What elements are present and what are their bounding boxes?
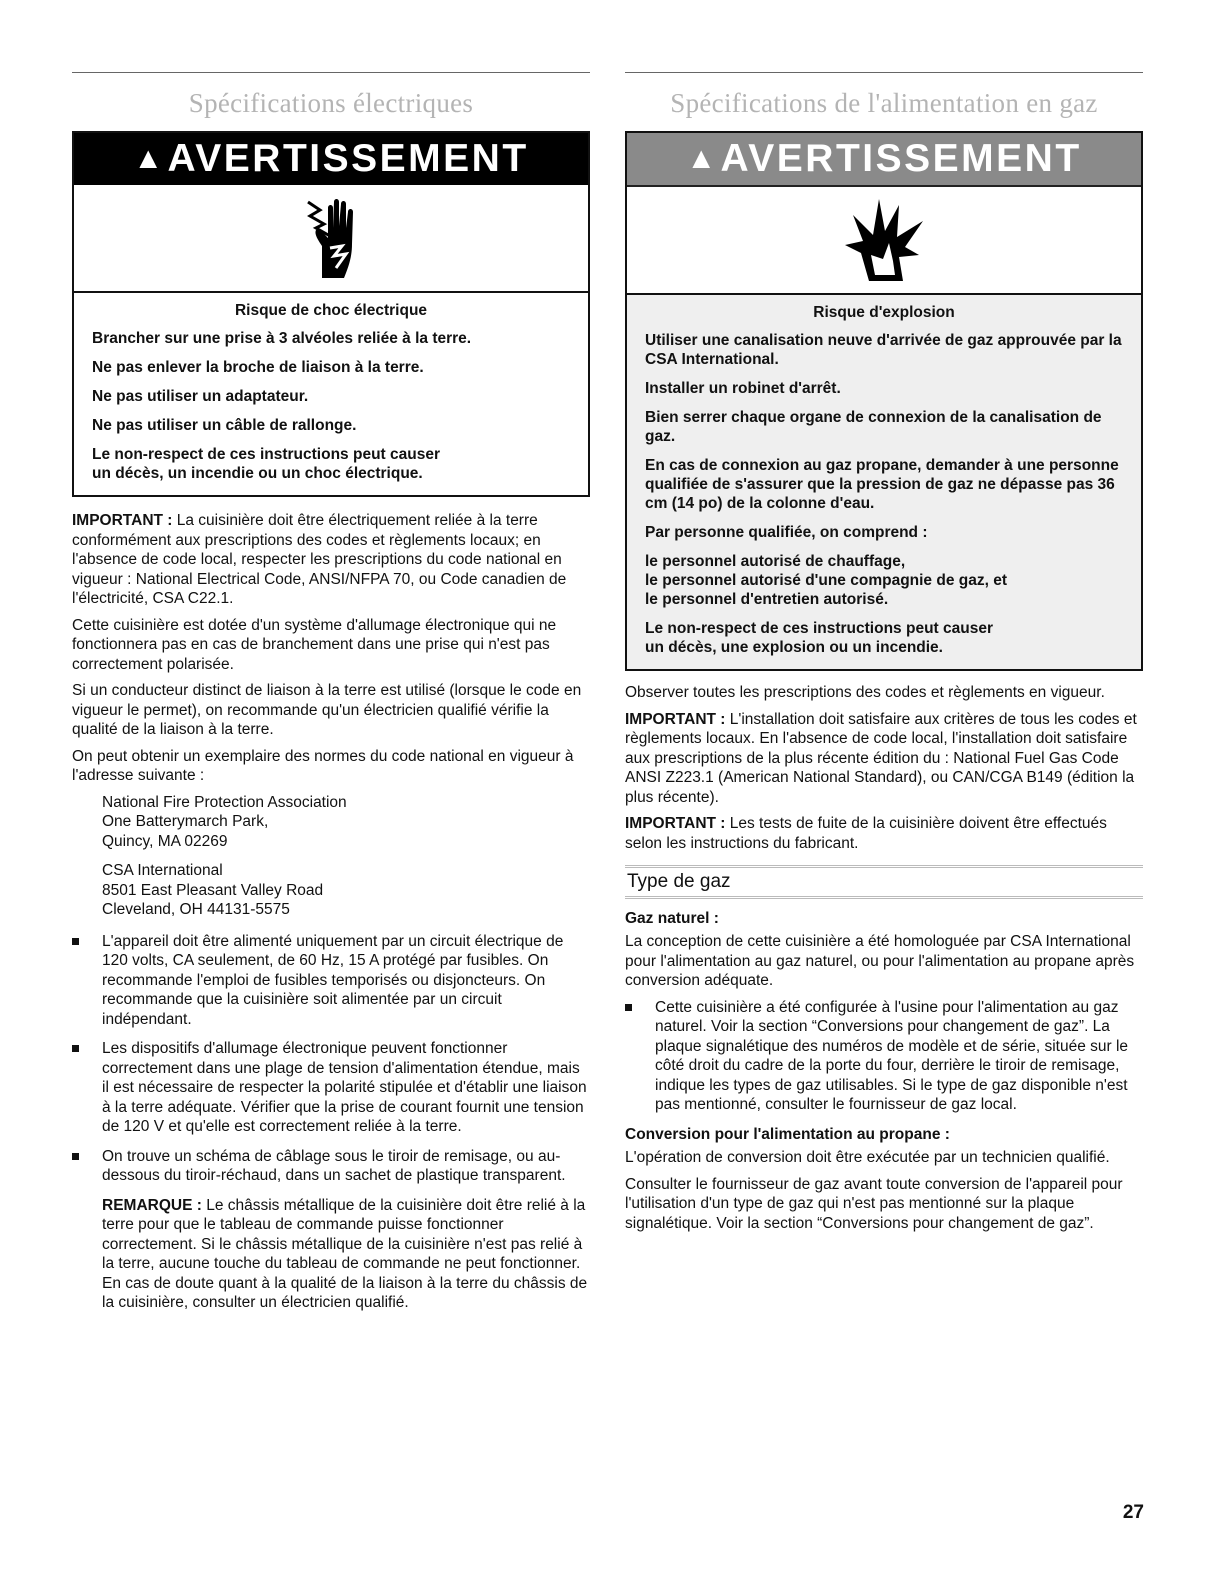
warning-header: ▲AVERTISSEMENT: [74, 133, 588, 185]
propane-heading: Conversion pour l'alimentation au propane :: [625, 1125, 950, 1143]
warning-line: le personnel autorisé de chauffage, le personnel autorisé d'une compagnie de gaz, et le personnel d'entretien autorisé.: [645, 553, 1007, 608]
electric-shock-hand-icon: [74, 185, 588, 293]
warning-line: Ne pas utiliser un câble de rallonge.: [92, 417, 357, 434]
address-block: [102, 793, 590, 920]
warning-line: Ne pas enlever la broche de liaison à la terre.: [92, 359, 424, 376]
warning-line: Par personne qualifiée, on comprend :: [645, 524, 928, 541]
propane-paragraph: L'opération de conversion doit être exécutée par un technicien qualifié.: [625, 1149, 1110, 1166]
warning-line: Utiliser une canalisation neuve d'arrivée de gaz approuvée par la CSA International.: [645, 332, 1122, 368]
list-item: Les dispositifs d'allumage électronique peuvent fonctionner correctement dans une plage de tension d'alimentation étendue, mais il est nécessaire de respecter la polarité stipulée et d'établir une liaison à la terre adéquate. Vérifier que la prise de courant fournit une tension de 120 V et qu'elle est correctement reliée à la terre.: [72, 1039, 590, 1137]
remark-paragraph: REMARQUE : Le châssis métallique de la cuisinière doit être relié à la terre pour que le tableau de commande puisse fonctionner correctement. Si le châssis métallique de la cuisinière n'est pas relié à la terre, aucune touche du tableau de commande ne peut fonctionner. En cas de doute quant à la qualité de la liaison à la terre du châssis de la cuisinière, consulter un électricien qualifié.: [102, 1196, 588, 1311]
list-item: L'appareil doit être alimenté uniquement par un circuit électrique de 120 volts, CA seulement, de 60 Hz, 15 A protégé par fusibles. On recommande l'emploi de fusibles temporisés ou disjoncteurs. On recommande que la cuisinière soit alimentée par un circuit indépendant.: [72, 932, 590, 1030]
warning-line: Bien serrer chaque organe de connexion de la canalisation de gaz.: [645, 409, 1102, 445]
explosion-icon: [627, 187, 1141, 295]
page-number: 27: [1122, 1502, 1144, 1523]
right-text: [625, 683, 1143, 1233]
warning-line: Brancher sur une prise à 3 alvéoles reliée à la terre.: [92, 330, 472, 347]
ignition-paragraph: Cette cuisinière est dotée d'un système d'allumage électronique qui ne fonctionnera pas en cas de branchement dans une prise qui n'est pas correctement polarisée.: [72, 616, 557, 673]
warning-triangle-icon: ▲: [133, 142, 166, 175]
important-paragraph: IMPORTANT : L'installation doit satisfaire aux critères de tous les codes et règlements locaux. En l'absence de code local, l'installation doit satisfaire aux prescriptions de la plus récente édition du : National Fuel Gas Code ANSI Z223.1 (American National Standard), ou CAN/CGA B149 (édition la plus récente).: [625, 710, 1137, 806]
left-column: [72, 72, 590, 1323]
warning-subtitle: Risque de choc électrique: [234, 302, 428, 319]
copy-paragraph: On peut obtenir un exemplaire des normes du code national en vigueur à l'adresse suivante :: [72, 747, 574, 784]
section-title: Spécifications de l'alimentation en gaz: [670, 88, 1098, 118]
warning-line: Installer un robinet d'arrêt.: [645, 380, 841, 397]
warning-body: [74, 293, 588, 495]
address-nfpa: National Fire Protection Association One Batterymarch Park, Quincy, MA 02269: [102, 793, 347, 850]
warning-line: Ne pas utiliser un adaptateur.: [92, 388, 309, 405]
natural-gas-list: [625, 998, 1143, 1115]
warning-header: ▲AVERTISSEMENT: [627, 133, 1141, 187]
observe-paragraph: Observer toutes les prescriptions des codes et règlements en vigueur.: [625, 684, 1105, 701]
warning-body: [627, 295, 1141, 669]
natural-gas-heading: Gaz naturel :: [625, 909, 719, 927]
warning-line: En cas de connexion au gaz propane, demander à une personne qualifiée de s'assurer que la pression de gaz ne dépasse pas 36 cm (14 po) de la colonne d'eau.: [645, 457, 1119, 512]
top-rule: [72, 72, 590, 73]
natural-gas-paragraph: La conception de cette cuisinière a été homologuée par CSA International pour l'alimentation au gaz naturel, ou pour l'alimentation au propane après conversion adéquate.: [625, 933, 1135, 989]
left-text: [72, 511, 590, 1313]
top-rule: [625, 72, 1143, 73]
right-column: [625, 72, 1143, 1240]
warning-box-gas: [625, 131, 1143, 671]
warning-box-electrical: [72, 131, 590, 497]
section-title: Spécifications électriques: [188, 88, 474, 118]
list-item: Cette cuisinière a été configurée à l'usine pour l'alimentation au gaz naturel. Voir la section “Conversions pour changement de gaz”. La plaque signalétique des numéros de modèle et de série, située sur le côté droit du cadre de la porte du four, derrière le tiroir de remisage, indique les types de gaz utilisables. Si le type de gaz disponible n'est pas mentionné, consulter le fournisseur de gaz local.: [625, 998, 1143, 1115]
address-csa: CSA International 8501 East Pleasant Valley Road Cleveland, OH 44131-5575: [102, 862, 324, 918]
list-item: On trouve un schéma de câblage sous le tiroir de remisage, ou au-dessous du tiroir-réchaud, dans un sachet de plastique transparent. REMARQUE : Le châssis métallique de la cuisinière doit être relié à la terre pour que le tableau de commande puisse fonctionner correctement. Si le châssis métallique de la cuisinière n'est pas relié à la terre, aucune touche du tableau de commande ne peut fonctionner. En cas de doute quant à la qualité de la liaison à la terre du châssis de la cuisinière, consulter un électricien qualifié.: [72, 1147, 590, 1313]
gas-type-heading: Type de gaz: [625, 865, 1143, 899]
warning-subtitle: Risque d'explosion: [813, 304, 955, 321]
warning-consequence: Le non-respect de ces instructions peut causer un décès, un incendie ou un choc électrique.: [92, 446, 440, 482]
ground-paragraph: Si un conducteur distinct de liaison à la terre est utilisé (lorsque le code en vigueur le permet), on recommande qu'un électricien qualifié vérifie la qualité de la liaison à la terre.: [72, 682, 582, 738]
warning-triangle-icon: ▲: [686, 142, 719, 175]
important-paragraph: IMPORTANT : Les tests de fuite de la cuisinière doivent être effectués selon les instructions du fabricant.: [625, 815, 1107, 852]
requirements-list: [72, 932, 590, 1313]
propane-paragraph: Consulter le fournisseur de gaz avant toute conversion de l'appareil pour l'utilisation d'un type de gaz qui n'est pas mentionné sur la plaque signalétique. Voir la section “Conversions pour changement de gaz”.: [625, 1175, 1123, 1232]
important-paragraph: IMPORTANT : La cuisinière doit être électriquement reliée à la terre conformément aux prescriptions des codes et règlements locaux; en l'absence de code local, respecter les prescriptions du code national en vigueur : National Electrical Code, ANSI/NFPA 70, ou Code canadien de l'électricité, CSA C22.1.: [72, 512, 567, 607]
warning-consequence: Le non-respect de ces instructions peut causer un décès, une explosion ou un incendie.: [645, 620, 993, 656]
